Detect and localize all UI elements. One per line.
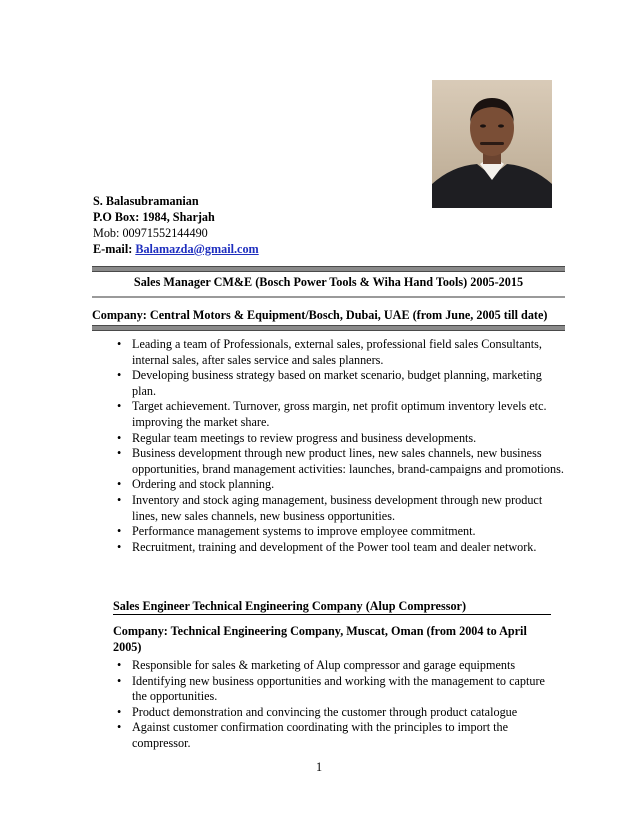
job2-title-underline xyxy=(113,614,551,615)
job1-bullet-list xyxy=(117,337,567,555)
list-item: • Leading a team of Professionals, external sales, professional field sales Consultants, internal sales, after sales service and sales planners. xyxy=(117,337,567,368)
job2-company: Company: Technical Engineering Company, Muscat, Oman (from 2004 to April 2005) xyxy=(113,624,527,654)
job1-title: Sales Manager CM&E (Bosch Power Tools & Wiha Hand Tools) 2005-2015 xyxy=(133,275,524,289)
list-item: • Performance management systems to improve employee commitment. xyxy=(117,524,567,540)
po-box: P.O Box: 1984, Sharjah xyxy=(93,210,215,224)
list-item: • Regular team meetings to review progress and business developments. xyxy=(117,431,567,447)
email-label: E-mail: xyxy=(93,242,136,256)
email-link[interactable]: Balamazda@gmail.com xyxy=(135,242,259,256)
list-item: • Inventory and stock aging management, business development through new product lines, new sales channels, new business opportunities. xyxy=(117,493,567,524)
list-item: • Recruitment, training and development of the Power tool team and dealer network. xyxy=(117,540,567,556)
list-item: • Against customer confirmation coordinating with the principles to import the compressor. xyxy=(117,720,562,751)
list-item: • Developing business strategy based on market scenario, budget planning, marketing plan. xyxy=(117,368,567,399)
section-rule-top xyxy=(92,266,565,272)
list-item: • Ordering and stock planning. xyxy=(117,477,567,493)
job1-company: Company: Central Motors & Equipment/Bosch, Dubai, UAE (from June, 2005 till date) xyxy=(92,308,548,322)
list-item: • Responsible for sales & marketing of Alup compressor and garage equipments xyxy=(117,658,562,674)
job2-title: Sales Engineer Technical Engineering Company (Alup Compressor) xyxy=(113,599,467,613)
section-rule-bottom xyxy=(92,325,565,331)
section-rule-middle xyxy=(92,296,565,298)
list-item: • Identifying new business opportunities and working with the management to capture the opportunities. xyxy=(117,674,562,705)
applicant-name: S. Balasubramanian xyxy=(93,194,199,208)
job2-bullet-list xyxy=(117,658,562,752)
page-number: 1 xyxy=(315,760,323,774)
profile-photo xyxy=(432,80,552,208)
contact-block xyxy=(93,193,259,257)
mobile-number: Mob: 00971552144490 xyxy=(93,226,208,240)
list-item: • Product demonstration and convincing the customer through product catalogue xyxy=(117,705,562,721)
list-item: • Business development through new product lines, new sales channels, new business opportunities, brand management activities: launches, brand-campaigns and promotions. xyxy=(117,446,567,477)
list-item: • Target achievement. Turnover, gross margin, net profit optimum inventory levels etc. improving the market share. xyxy=(117,399,567,430)
